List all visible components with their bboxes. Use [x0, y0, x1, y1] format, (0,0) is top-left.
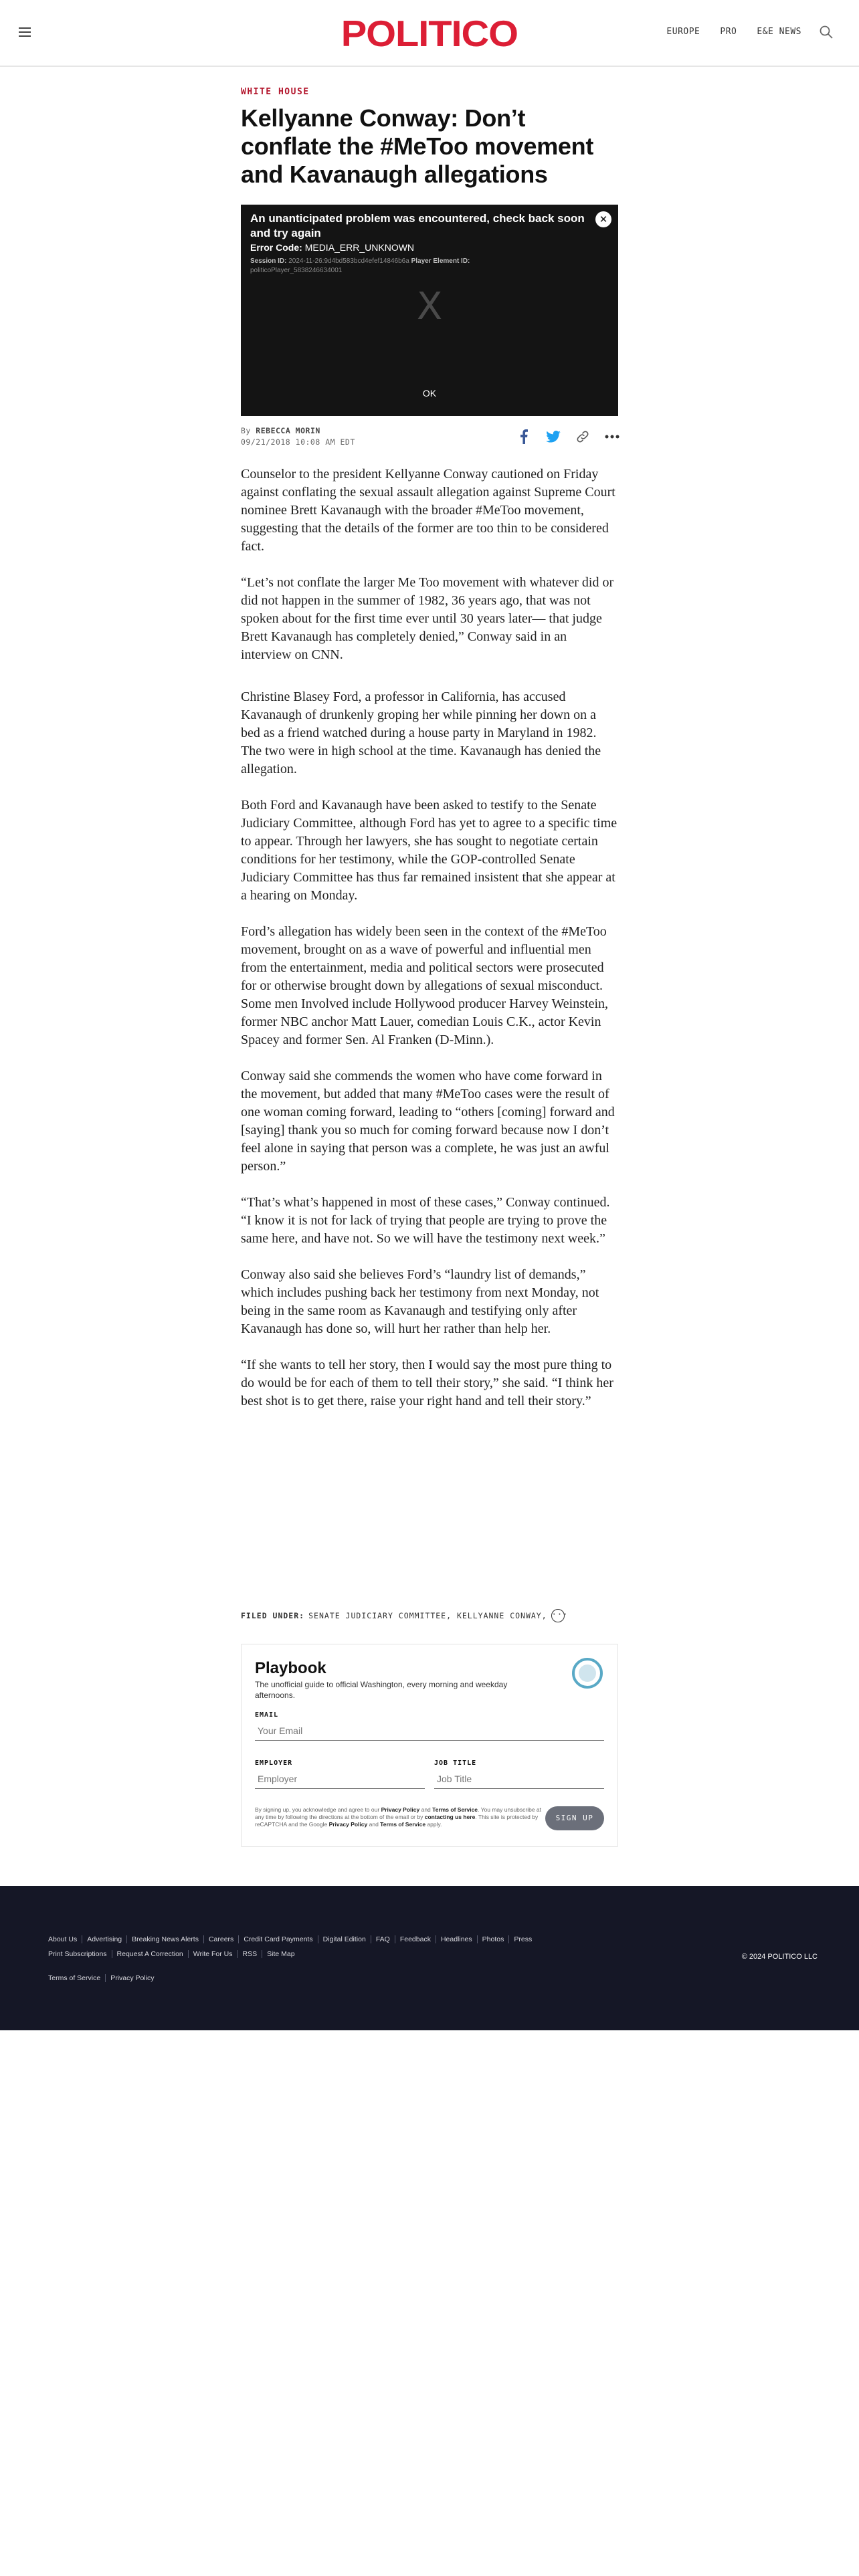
more-share-icon[interactable]: [602, 427, 622, 447]
footer-link[interactable]: Headlines: [436, 1935, 477, 1943]
section-label[interactable]: WHITE HOUSE: [241, 87, 310, 97]
twitter-icon[interactable]: [543, 427, 563, 447]
email-field[interactable]: [255, 1721, 604, 1741]
copyright: © 2024 POLITICO LLC: [741, 1953, 818, 1961]
footer-link[interactable]: Careers: [203, 1935, 238, 1943]
article-paragraph: Christine Blasey Ford, a professor in California, has accused Kavanaugh of drunkenly groping her while pinning her down on a bed as a friend watched during a house party in Maryland in 1982. The two were in high school at the time. Kavanaugh has denied the allegation.: [241, 689, 601, 776]
newsletter-title: Playbook: [255, 1659, 326, 1677]
article-paragraph: Conway said she commends the women who have come forward in the movement, but added that many #MeToo cases were the result of one woman coming forward, leading to “others [coming] forward and [saying] thank you so much for coming forward because now I don’t feel alone in saying that person was a complete, he was just an awful person.”: [241, 1069, 615, 1174]
article-paragraph: Counselor to the president Kellyanne Conway cautioned on Friday against conflating the sexual assault allegation against Supreme Court nominee Brett Kavanaugh with the broader #MeToo movement, suggesting that the details of the former are too thin to be considered fact.: [241, 467, 615, 554]
footer-link[interactable]: Site Map: [262, 1950, 299, 1958]
site-header: [0, 0, 859, 67]
article-paragraph: “Let’s not conflate the larger Me Too movement with whatever did or did not happen in the summer of 1982, 36 years ago, that was not spoken about for the first time ever until 30 years later— that judge Brett Kavanaugh has completely denied,” Conway said in an interview on CNN.: [241, 575, 614, 662]
footer-link[interactable]: Press: [508, 1935, 537, 1943]
link-icon[interactable]: [573, 427, 593, 447]
video-error-code: Error Code: MEDIA_ERR_UNKNOWN: [250, 242, 415, 253]
article-paragraph: Ford’s allegation has widely been seen in the context of the #MeToo movement, brought on as a wave of powerful and influential men from the entertainment, media and political sectors were prosecuted for or otherwise brought down by allegations of sexual misconduct. Some men Involved include Hollywood producer Harvey Weinstein, former NBC anchor Matt Lauer, comedian Louis C.K., actor Kevin Spacey and former Sen. Al Franken (D-Minn.).: [241, 924, 609, 1047]
video-player[interactable]: [241, 205, 618, 416]
filed-under: FILED UNDER: SENATE JUDICIARY COMMITTEE, KELLYANNE CONWAY, ···: [241, 1609, 565, 1622]
video-placeholder-icon: X: [416, 285, 443, 328]
footer-link[interactable]: Feedback: [395, 1935, 436, 1943]
article-paragraph: “If she wants to tell her story, then I would say the most pure thing to do would be for each of them to tell their story,” she said. “I think her best shot is to get there, raise your right hand and tell their story.”: [241, 1358, 613, 1408]
byline: By REBECCA MORIN 09/21/2018 10:08 AM EDT: [241, 425, 618, 448]
article-paragraph: “That’s what’s happened in most of these cases,” Conway continued. “I know it is not for lack of trying that people are trying to prove the same here, and have not. So we will have the testimony next week.”: [241, 1195, 610, 1246]
footer-link[interactable]: Request A Correction: [112, 1950, 188, 1958]
newsletter-description: The unofficial guide to official Washington, every morning and weekday afternoons.: [255, 1680, 508, 1700]
footer-link[interactable]: Digital Edition: [318, 1935, 371, 1943]
footer-link[interactable]: Advertising: [82, 1935, 126, 1943]
newsletter-legal: By signing up, you acknowledge and agree to our Privacy Policy and Terms of Service. You may unsubscribe at any time by following the directions at the bottom of the email or by contacting us here. This site is protected by reCAPTCHA and the Google Privacy Policy and Terms of Service apply.: [255, 1806, 542, 1828]
nav-ee-news[interactable]: E&E NEWS: [757, 27, 801, 37]
google-terms-link[interactable]: Terms of Service: [380, 1821, 426, 1828]
footer-link[interactable]: Credit Card Payments: [238, 1935, 317, 1943]
nav-europe[interactable]: EUROPE: [666, 27, 700, 37]
footer-link[interactable]: Write For Us: [188, 1950, 237, 1958]
close-icon[interactable]: ✕: [595, 211, 611, 227]
video-error-title: An unanticipated problem was encountered, check back soon and try again: [250, 212, 585, 239]
publish-date: 09/21/2018 10:08 AM EDT: [241, 437, 355, 447]
footer-link[interactable]: About Us: [48, 1935, 78, 1943]
article-body: [241, 465, 618, 1428]
playbook-badge-icon: [572, 1658, 603, 1689]
article-headline: Kellyanne Conway: Don’t conflate the #MeToo movement and Kavanaugh allegations: [241, 104, 594, 188]
more-tags-icon[interactable]: ···: [551, 1609, 565, 1622]
contact-link[interactable]: contacting us here: [424, 1814, 476, 1820]
footer-link[interactable]: Breaking News Alerts: [126, 1935, 203, 1943]
google-privacy-link[interactable]: Privacy Policy: [328, 1821, 368, 1828]
search-icon[interactable]: [819, 25, 834, 39]
footer-link[interactable]: Photos: [477, 1935, 509, 1943]
share-bar: [514, 427, 622, 447]
nav-pro[interactable]: PRO: [720, 27, 737, 37]
footer-link[interactable]: FAQ: [371, 1935, 395, 1943]
footer-link[interactable]: Terms of Service: [48, 1974, 101, 1982]
footer-link[interactable]: Print Subscriptions: [48, 1950, 107, 1958]
footer-link[interactable]: RSS: [237, 1950, 262, 1958]
article-paragraph: Conway also said she believes Ford’s “laundry list of demands,” which includes pushing back her testimony from next Monday, not being in the same room as Kavanaugh and testifying only after Kavanaugh has done so, will hurt her rather than help her.: [241, 1267, 599, 1336]
employer-field[interactable]: [255, 1769, 425, 1789]
job-title-label: JOB TITLE: [434, 1759, 477, 1767]
filed-tags[interactable]: SENATE JUDICIARY COMMITTEE, KELLYANNE CONWAY,: [308, 1611, 547, 1620]
footer-links-row-2: [48, 1950, 300, 1958]
facebook-icon[interactable]: [514, 427, 534, 447]
email-label: EMAIL: [255, 1711, 279, 1719]
article-paragraph: Both Ford and Kavanaugh have been asked to testify to the Senate Judiciary Committee, although Ford has yet to agree to a specific time to appear. Through her lawyers, she has sought to negotiate certain conditions for her testimony, while the GOP-controlled Senate Judiciary Committee has thus far remained insistent that she appear at a hearing on Monday.: [241, 798, 617, 903]
terms-link[interactable]: Terms of Service: [432, 1806, 478, 1813]
top-nav: [666, 27, 801, 37]
site-logo[interactable]: POLITICO: [341, 13, 518, 54]
newsletter-signup: [241, 1644, 618, 1847]
author-link[interactable]: REBECCA MORIN: [256, 426, 320, 435]
job-title-field[interactable]: [434, 1769, 604, 1789]
site-footer: [0, 1886, 859, 2030]
footer-links-row-1: [48, 1935, 537, 1943]
video-error-meta: Session ID: 2024-11-26:9d4bd583bcd4efef14846b6a Player Element ID: politicoPlayer_5838246634001: [250, 257, 470, 274]
footer-links-row-3: [48, 1974, 159, 1982]
video-ok-button[interactable]: OK: [422, 388, 437, 399]
privacy-link[interactable]: Privacy Policy: [381, 1806, 420, 1813]
sign-up-button[interactable]: SIGN UP: [545, 1806, 604, 1830]
employer-label: EMPLOYER: [255, 1759, 293, 1767]
footer-link[interactable]: Privacy Policy: [105, 1974, 159, 1982]
